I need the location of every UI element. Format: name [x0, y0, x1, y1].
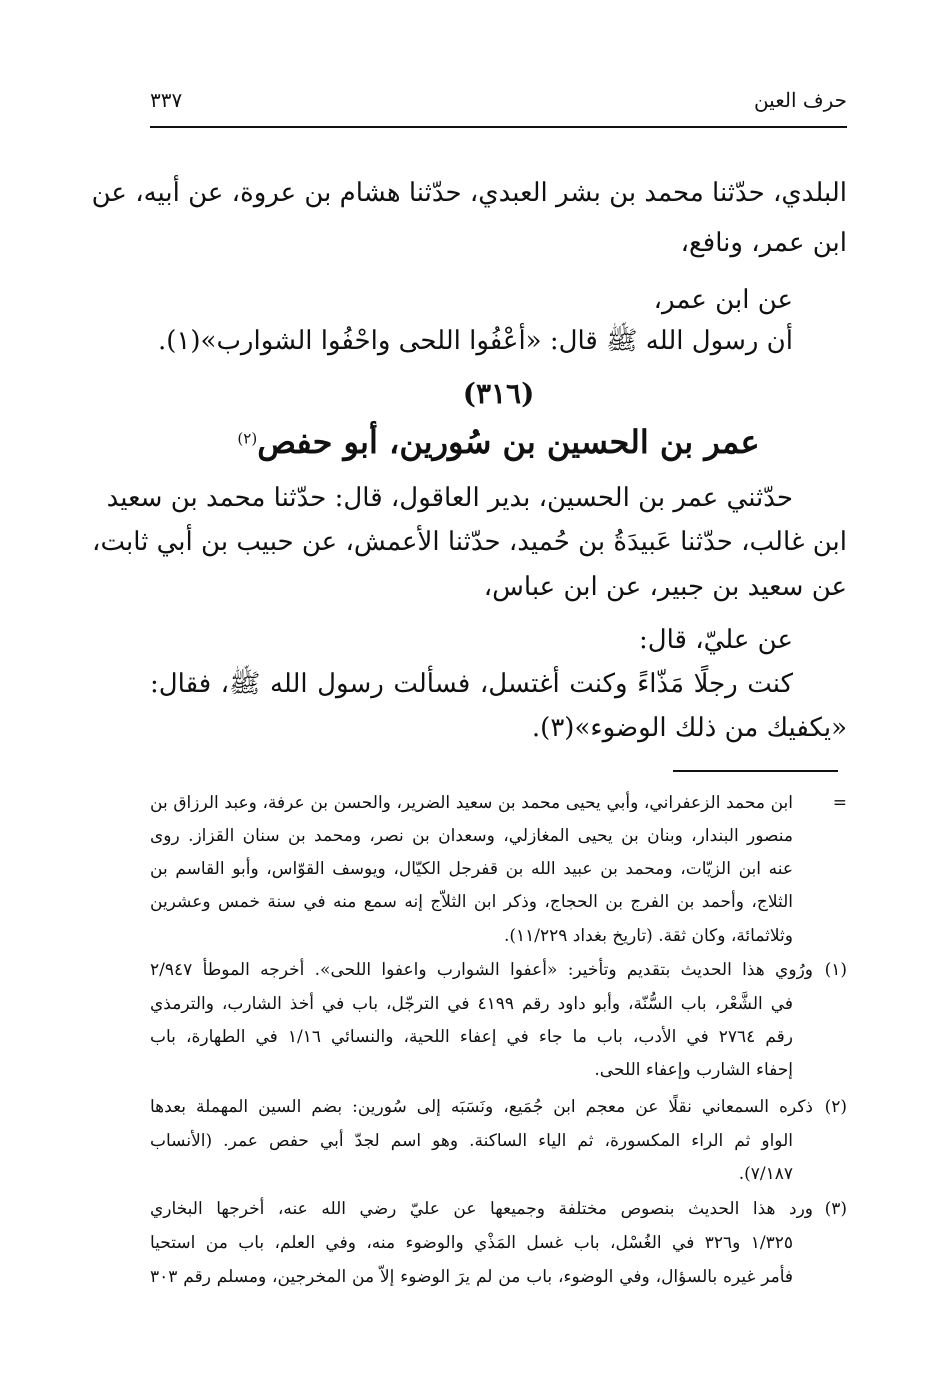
body-line: ابن عمر، ونافع،	[680, 228, 847, 258]
entry-number: (٣١٦)	[462, 377, 535, 410]
footnote-line: الثلاج، وأحمد بن الفرج بن الحجاج، وذكر ابن الثلاّج إنه سمع منه في سنة خمس وعشرين	[150, 892, 793, 912]
hadith-text: «يكفيك من ذلك الوضوء»(٣).	[531, 713, 847, 743]
footnote-line: ٧/١٨٧).	[738, 1164, 793, 1184]
footnote-line: فأمر غيره بالسؤال، وفي الوضوء، باب من لم يرَ الوضوء إلاّ من المخرجين، ومسلم رقم ٣٠٣	[150, 1267, 793, 1287]
body-line: حدّثني عمر بن الحسين، بدير العاقول، قال: حدّثنا محمد بن سعيد	[106, 483, 793, 513]
footnote-line: ورُوي هذا الحديث بتقديم وتأخير: «أعفوا الشوارب واعفوا اللحى». أخرجه الموطأ ٢/٩٤٧	[150, 960, 813, 980]
hadith-text: أن رسول الله ﷺ قال: «أعْفُوا اللحى واحْفُوا الشوارب»(١).	[158, 326, 793, 356]
continuation-marker: =	[832, 793, 847, 813]
footnote-label: (١)	[824, 960, 847, 980]
body-line: عن عليّ، قال:	[638, 625, 793, 655]
body-line: عن ابن عمر،	[653, 285, 793, 315]
footnote-rule	[673, 770, 838, 772]
footnote-label: (٢)	[824, 1097, 847, 1117]
footnote-line: ذكره السمعاني نقلًا عن معجم ابن جُمَيع، ونَسَبَه إلى سُورين: بضم السين المهملة بعدها	[150, 1097, 813, 1117]
footnote-line: إحفاء الشارب وإعفاء اللحى.	[594, 1060, 793, 1080]
footnote-line: وثلاثمائة، وكان ثقة. (تاريخ بغداد ١١/٢٢٩).	[503, 926, 793, 946]
footnote-line: رقم ٢٧٦٤ في الأدب، باب ما جاء في إعفاء اللحية، والنسائي ١/١٦ في الطهارة، باب	[150, 1027, 793, 1047]
entry-heading	[150, 423, 847, 461]
hadith-text: كنت رجلًا مَذّاءً وكنت أغتسل، فسألت رسول الله ﷺ، فقال:	[150, 669, 793, 699]
chapter-title: حرف العين	[753, 88, 847, 112]
footnote-line: عنه ابن الزيّات، ومحمد بن عبيد الله بن قفرجل الكيّال، ويوسف القوّاس، وأبو القاسم بن	[150, 859, 793, 879]
footnote-line: ورد هذا الحديث بنصوص مختلفة وجميعها عن عليّ رضي الله عنه، أخرجها البخاري	[150, 1199, 813, 1219]
page-number: ٣٣٧	[150, 88, 183, 112]
footnote-line: في الشَّعْر، باب السُّنّة، وأبو داود رقم ٤١٩٩ في الترجّل، باب في أخذ الشارب، والترمذي	[150, 994, 793, 1014]
footnote-label: (٣)	[824, 1199, 847, 1219]
footnote-line: ابن محمد الزعفراني، وأبي يحيى محمد بن سعيد الضرير، والحسن بن عرفة، وعبد الرزاق بن	[150, 793, 793, 813]
body-line: البلدي، حدّثنا محمد بن بشر العبدي، حدّثنا هشام بن عروة، عن أبيه، عن	[91, 178, 847, 208]
body-line: عن سعيد بن جبير، عن ابن عباس،	[483, 572, 847, 602]
footnote-line: الواو ثم الراء المكسورة، ثم الياء الساكنة. وهو اسم لجدّ أبي حفص عمر. (الأنساب	[150, 1131, 793, 1151]
footnote-line: منصور البندار، وبنان بن يحيى المغازلي، وسعدان بن نصر، ومحمد بن سنان القزاز. روى	[150, 826, 793, 846]
footnote-ref: (٢)	[237, 429, 258, 448]
header-rule	[150, 126, 847, 128]
entry-name: عمر بن الحسين بن سُورين، أبو حفص	[257, 423, 760, 461]
running-header	[150, 84, 847, 124]
footnote-line: ١/٣٢٥ و٣٢٦ في الغُسْل، باب غسل المَذْي والوضوء منه، وفي العلم، باب من استحيا	[150, 1233, 793, 1253]
body-line: ابن غالب، حدّثنا عَبيدَةُ بن حُميد، حدّثنا الأعمش، عن حبيب بن أبي ثابت،	[92, 527, 847, 557]
